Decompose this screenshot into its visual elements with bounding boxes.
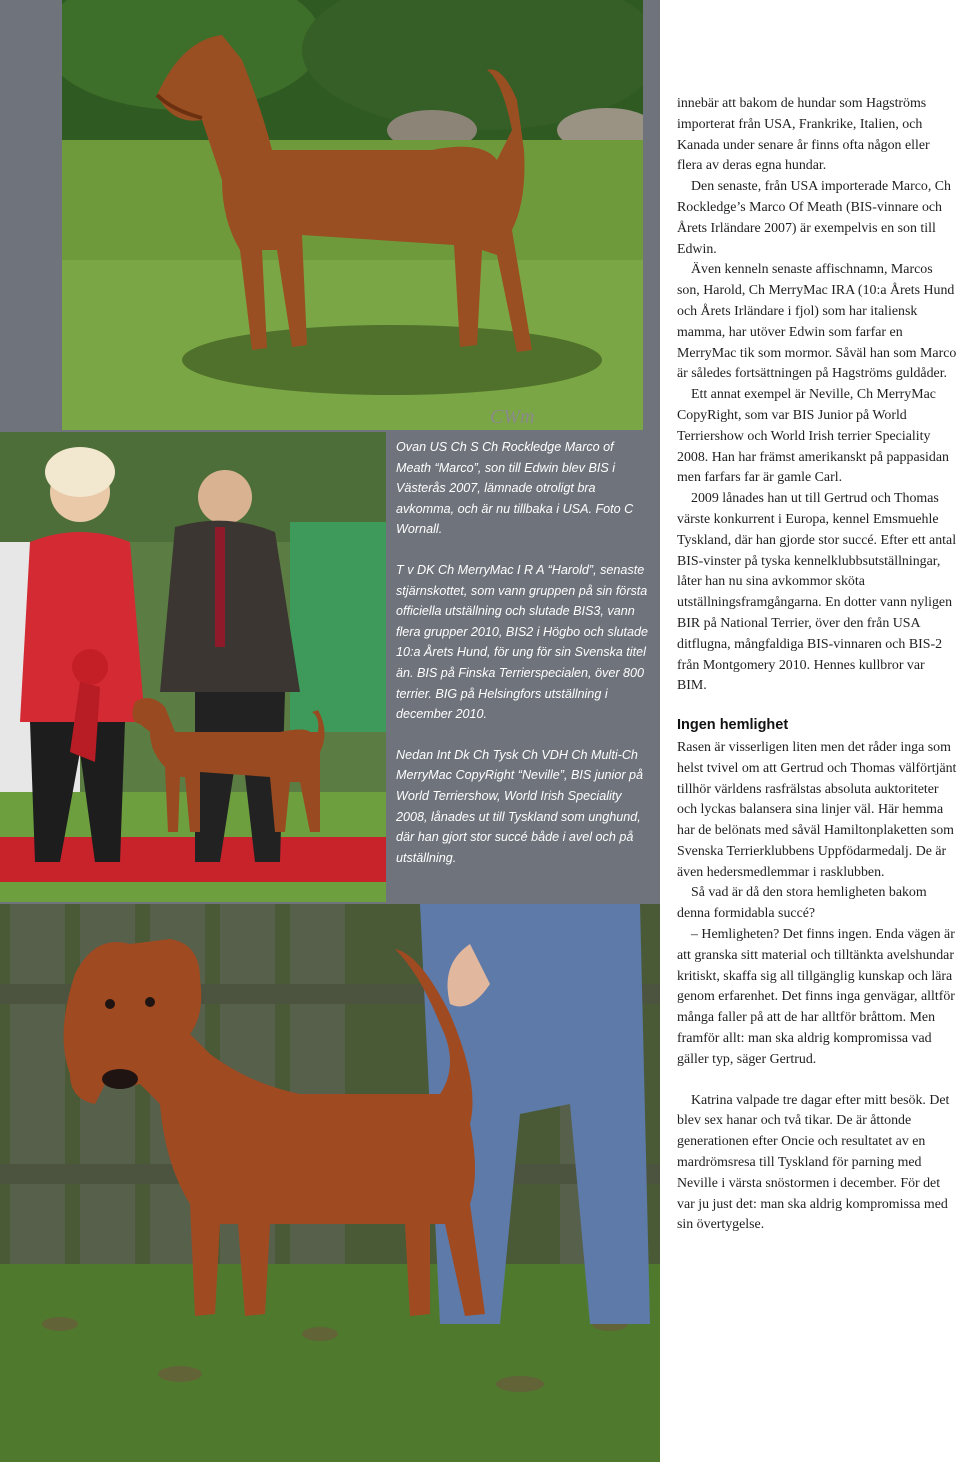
article-paragraph: Rasen är visserligen liten men det råder inga som helst tvivel om att Gertrud och Thomas välförtjänt tillhör världens rasfrälstas absoluta auktoriteter och lyckas balansera sina linjer väl. Här hemma har de belönats med såväl Hamiltonplaketten som Svenska Terrierklubbens Uppfödarmedalj. De är även hedersmedlemmar i rasklubben. — [677, 739, 957, 880]
paragraph-gap — [677, 1071, 957, 1091]
photo-harold — [0, 432, 386, 902]
article-paragraph: 2009 lånades han ut till Gertrud och Thomas värste konkurrent i Europa, kennel Emsmuehle Tyskland, där han gjorde stor succé. Efter ett antal BIS-vinster på tyska kennelklubbsutställningar, låter han nu sina avkommor sköta utställningsframgångarna. En dotter vann nyligen BIR på National Terrier, över den från USA ditflugna, mångfaldiga BIS-vinnaren och BIS-2 från Montgomery 2010. Hennes kullbror var BIM. — [677, 491, 957, 694]
article-paragraph: Den senaste, från USA importerade Marco, Ch Rockledge’s Marco Of Meath (BIS-vinnare och Årets Irländare 2007) är exempelvis en son till Edwin. — [677, 179, 951, 257]
article-paragraph: Även kenneln senaste affischnamn, Marcos son, Harold, Ch MerryMac IRA (10:a Årets Hund och Årets Irländare i fjol) som har italiensk mamma, har utöver Edwin som farfar en MerryMac tik som mormor. Såväl han som Marco är således fortsättningen på Hagströms guldåder. — [677, 262, 957, 382]
article-paragraph: innebär att bakom de hundar som Hagströms importerat från USA, Frankrike, Italien, och Kanada under senare år finns ofta någon eller flera av deras egna hundar. — [677, 96, 930, 174]
caption-neville: Nedan Int Dk Ch Tysk Ch VDH Ch Multi-Ch MerryMac CopyRight “Neville”, BIS junior på World Terriershow, World Irish Speciality 2008, lånades ut till Tyskland som unghund, där han gjort stor succé både i avel och på utställning. — [396, 747, 644, 865]
article-column — [677, 94, 957, 1236]
photo-captions — [396, 437, 650, 888]
article-paragraph: – Hemligheten? Det finns ingen. Enda vägen är att granska sitt material och tilltänkta avelshundar kritiskt, skaffa sig all tillgänglig kunskap och lära genom erfarenhet. Det finns inga genvägar, alltför många faller på att de har alltför bråttom. Men framför allt: man ska aldrig kompromissa vad gäller typ, säger Gertrud. — [677, 927, 955, 1067]
caption-harold: T v DK Ch MerryMac I R A “Harold”, senaste stjärnskottet, som vann gruppen på sin första officiella utställning och slutade BIS3, vann flera grupper 2010, BIS2 i Högbo och slutade 10:a Årets Hund, för ung för sin Svenska titel än. BIS på Finska Terrierspecialen, över 800 terrier. BIG på Helsingfors utställning i december 2010. — [396, 562, 649, 722]
article-paragraph: Så vad är då den stora hemligheten bakom denna formidabla succé? — [677, 885, 927, 922]
caption-marco: Ovan US Ch S Ch Rockledge Marco of Meath “Marco”, son till Edwin blev BIS i Västerås 2007, lämnade otroligt bra avkomma, och är nu tillbaka i USA. Foto C Wornall. — [396, 440, 634, 537]
photo-neville — [0, 904, 660, 1462]
photo-watermark: CWm — [490, 406, 535, 428]
article-paragraph: Katrina valpade tre dagar efter mitt besök. Det blev sex hanar och två tikar. De är åttonde generationen efter Oncie och resultatet av en mardrömsresa till Tyskland för parning med Neville i värsta snöstormen i december. För det var ju just det: man ska aldrig kompromissa med sin övertygelse. — [677, 1092, 950, 1233]
section-heading: Ingen hemlighet — [677, 717, 789, 734]
article-paragraph: Ett annat exempel är Neville, Ch MerryMac CopyRight, som var BIS Junior på World Terriershow och World Irish terrier Speciality 2008. Han har främst amerikanskt på pappasidan men farfars far är gamle Carl. — [677, 387, 949, 486]
photo-marco — [62, 0, 643, 430]
